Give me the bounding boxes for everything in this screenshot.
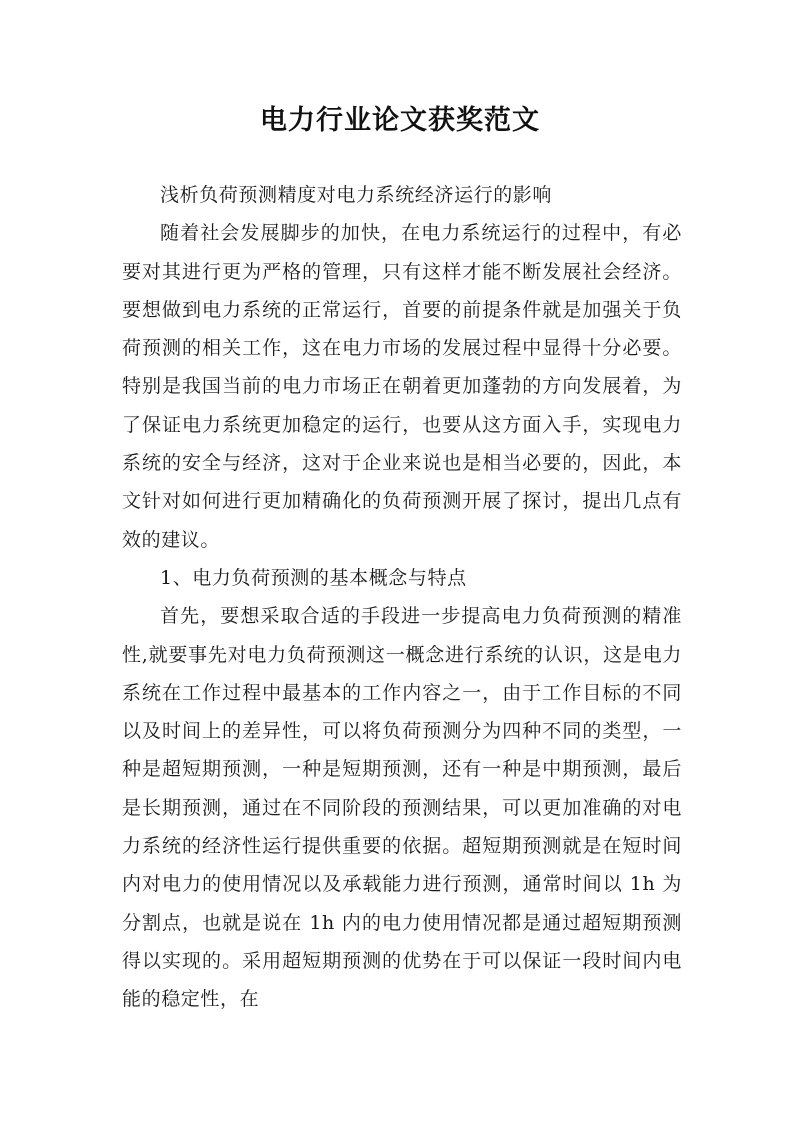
paragraph-subtitle: 浅析负荷预测精度对电力系统经济运行的影响 xyxy=(160,184,553,206)
document-title: 电力行业论文获奖范文 xyxy=(260,105,540,136)
document-body xyxy=(122,176,682,1019)
paragraph-intro: 随着社会发展脚步的加快，在电力系统运行的过程中，有必要对其进行更为严格的管理，只有这样才能不断发展社会经济。要想做到电力系统的正常运行，首要的前提条件就是加强关于负荷预测的相关工作，这在电力市场的发展过程中显得十分必要。特别是我国当前的电力市场正在朝着更加蓬勃的方向发展着，为了保证电力系统更加稳定的运行，也要从这方面入手，实现电力系统的安全与经济，这对于企业来说也是相当必要的，因此，本文针对如何进行更加精确化的负荷预测开展了探讨，提出几点有效的建议。 xyxy=(122,222,682,551)
paragraph-body: 首先，要想采取合适的手段进一步提高电力负荷预测的精准性,就要事先对电力负荷预测这一概念进行系统的认识，这是电力系统在工作过程中最基本的工作内容之一，由于工作目标的不同以及时间上的差异性，可以将负荷预测分为四种不同的类型，一种是超短期预测，一种是短期预测，还有一种是中期预测，最后是长期预测，通过在不同阶段的预测结果，可以更加准确的对电力系统的经济性运行提供重要的依据。超短期预测就是在短时间内对电力的使用情况以及承载能力进行预测，通常时间以 1h 为分割点，也就是说在 1h 内的电力使用情况都是通过超短期预测得以实现的。采用超短期预测的优势在于可以保证一段时间内电能的稳定性，在 xyxy=(122,605,682,1011)
section-heading: 1、电力负荷预测的基本概念与特点 xyxy=(160,566,467,589)
